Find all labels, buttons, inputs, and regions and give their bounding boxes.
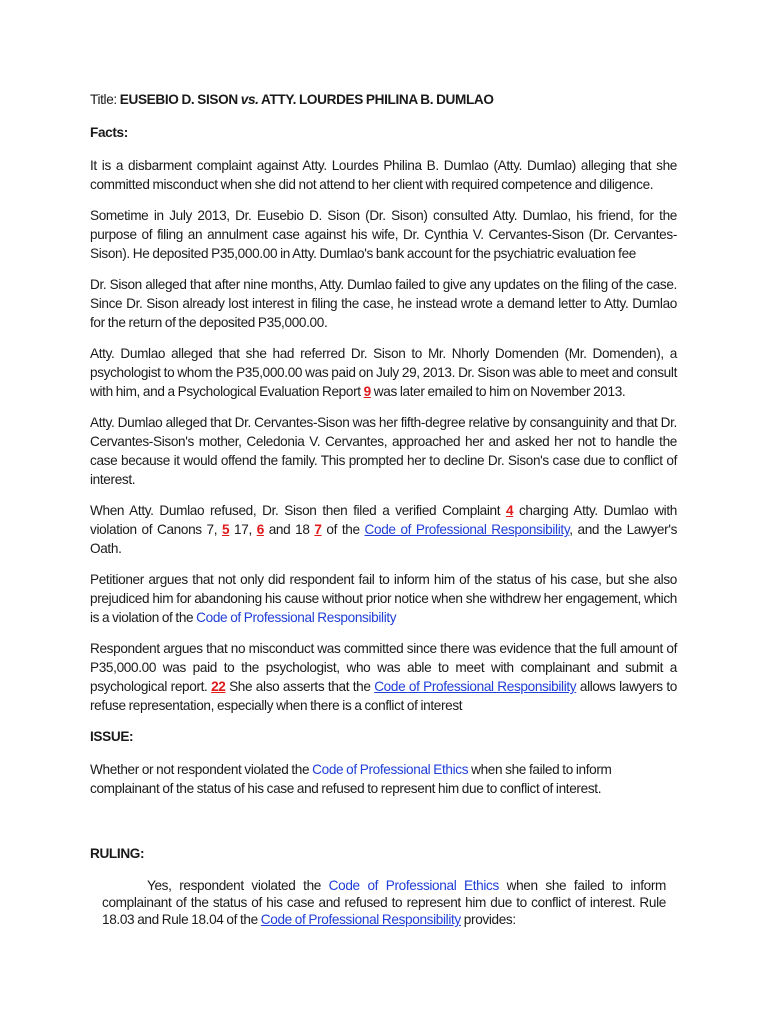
paragraph-text: was later emailed to him on November 2013.: [370, 384, 626, 399]
footnote-5-link[interactable]: 5: [222, 522, 230, 537]
facts-paragraph-5: Atty. Dumlao alleged that Dr. Cervantes-Sison was her fifth-degree relative by consanguinity and that Dr. Cervantes-Sison's mother, Celedonia V. Cervantes, approached her and asked her not to handle the case because it would offend the family. This prompted her to decline Dr. Sison's case due to conflict of interest.: [90, 415, 677, 487]
code-professional-responsibility-link[interactable]: Code of Professional Responsibility: [364, 522, 570, 537]
facts-paragraph-1: It is a disbarment complaint against Atty. Lourdes Philina B. Dumlao (Atty. Dumlao) alleging that she committed misconduct when she did not attend to her client with required competence and diligence.: [90, 158, 677, 192]
paragraph-text: allows lawyers to refuse representation, especially when there is a conflict of interest: [90, 679, 677, 713]
facts-paragraph-8: [90, 639, 677, 715]
facts-paragraph-4: [90, 344, 677, 401]
case-title: [90, 90, 677, 109]
paragraph-text: and 18: [263, 522, 315, 537]
footnote-9-link[interactable]: 9: [363, 384, 371, 399]
paragraph-text: when she failed to inform complainant of the status of his case and refused to represent him due to conflict of interest.: [90, 762, 612, 796]
facts-paragraph-3: Dr. Sison alleged that after nine months, Atty. Dumlao failed to give any updates on the filing of the case. Since Dr. Sison already lost interest in filing the case, he instead wrote a demand letter to Atty. Dumlao for the return of the deposited P35,000.00.: [90, 277, 677, 330]
paragraph-text: Respondent argues that no misconduct was committed since there was evidence that the full amount of P35,000.00 was paid to the psychologist, who was able to meet with complainant and submit a psychological report.: [90, 641, 677, 694]
paragraph-text: She also asserts that the: [225, 679, 375, 694]
issue-paragraph: [90, 760, 677, 798]
paragraph-text: provides:: [460, 912, 516, 927]
footnote-4-link[interactable]: 4: [505, 503, 514, 518]
document-page: [90, 90, 677, 940]
paragraph-text: charging Atty. Dumlao with violation of Canons 7,: [90, 503, 677, 537]
code-professional-responsibility-link[interactable]: Code of Professional Responsibility: [196, 610, 397, 625]
title-party-2: ATTY. LOURDES PHILINA B. DUMLAO: [258, 92, 494, 107]
facts-paragraph-7: [90, 570, 677, 627]
issue-heading: ISSUE:: [90, 729, 134, 744]
footnote-7-link[interactable]: 7: [314, 522, 322, 537]
paragraph-text: Yes, respondent violated the: [147, 878, 329, 893]
paragraph-text: 17,: [229, 522, 257, 537]
facts-paragraph-6: [90, 501, 677, 558]
paragraph-text: , and the Lawyer's Oath.: [90, 522, 678, 556]
section-spacer: [90, 810, 677, 844]
paragraph-text: Atty. Dumlao alleged that she had referred Dr. Sison to Mr. Nhorly Domenden (Mr. Domenden), a psychologist to whom the P35,000.00 was paid on July 29, 2013. Dr. Sison was able to meet and consult with him, and a Psychological Evaluation Report: [90, 346, 677, 399]
facts-heading: Facts:: [90, 125, 128, 140]
paragraph-text: of the: [321, 522, 365, 537]
title-party-1: EUSEBIO D. SISON: [119, 92, 241, 107]
code-professional-responsibility-link[interactable]: Code of Professional Responsibility: [374, 679, 577, 694]
facts-paragraph-2: Sometime in July 2013, Dr. Eusebio D. Sison (Dr. Sison) consulted Atty. Dumlao, his friend, for the purpose of filing an annulment case against his wife, Dr. Cynthia V. Cervantes-Sison (Dr. Cervantes-Sison). He deposited P35,000.00 in Atty. Dumlao's bank account for the psychiatric evaluation fee: [90, 208, 677, 261]
code-professional-responsibility-link[interactable]: Code of Professional Responsibility: [260, 912, 461, 927]
ruling-heading: RULING:: [90, 846, 145, 861]
title-vs: vs.: [240, 92, 259, 107]
paragraph-text: When Atty. Dumlao refused, Dr. Sison then filed a verified Complaint: [90, 503, 506, 518]
paragraph-text: Whether or not respondent violated the: [90, 762, 313, 777]
paragraph-text: when she failed to inform complainant of the status of his case and refused to represent him due to conflict of interest. Rule 18.03 and Rule 18.04 of the: [102, 878, 666, 927]
footnote-22-link[interactable]: 22: [211, 679, 226, 694]
ruling-paragraph: [102, 877, 666, 928]
code-professional-ethics-link[interactable]: Code of Professional Ethics: [312, 762, 469, 777]
paragraph-text: Petitioner argues that not only did respondent fail to inform him of the status of his case, but she also prejudiced him for abandoning his cause without prior notice when she withdrew her engagement, which is a violation of the: [90, 572, 677, 625]
title-label: Title:: [90, 92, 120, 107]
code-professional-ethics-link[interactable]: Code of Professional Ethics: [328, 878, 499, 893]
footnote-6-link[interactable]: 6: [256, 522, 264, 537]
